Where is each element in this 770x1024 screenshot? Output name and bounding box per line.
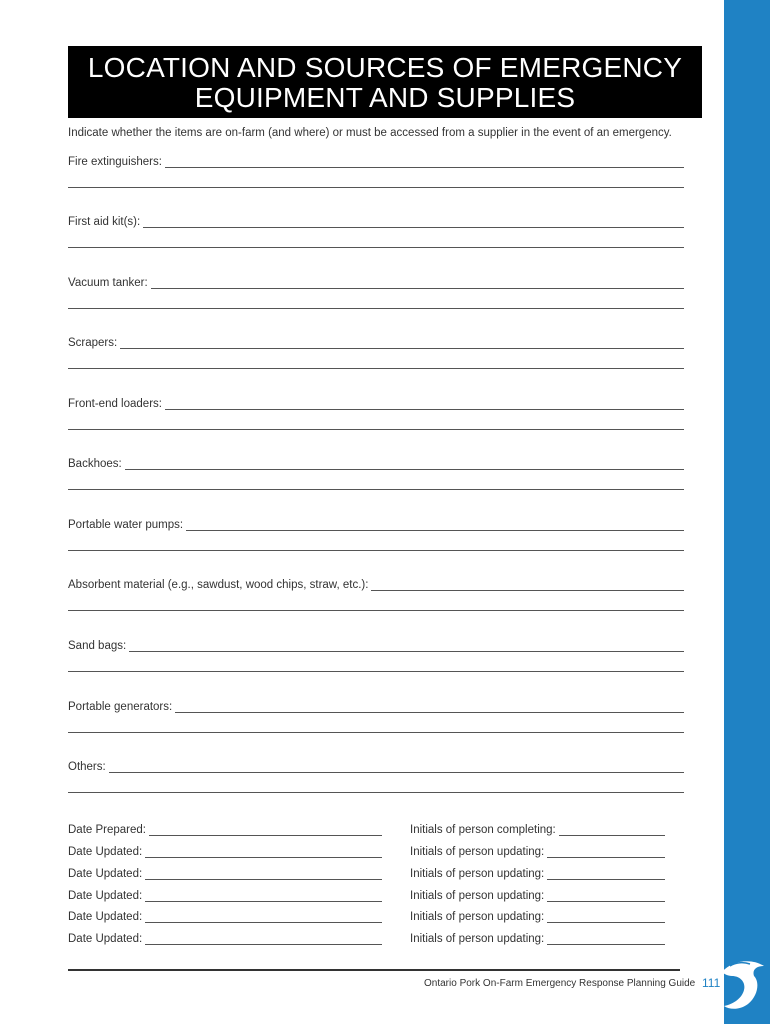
field-continuation-line[interactable] [68, 550, 684, 551]
field-label: Backhoes: [68, 458, 122, 470]
field-input-line[interactable] [129, 639, 684, 652]
date-input-line[interactable] [145, 889, 382, 902]
field-input-line[interactable] [143, 215, 684, 228]
field-continuation-line[interactable] [68, 429, 684, 430]
field-continuation-line[interactable] [68, 308, 684, 309]
field-sand-bags[interactable] [68, 636, 684, 652]
date-label: Date Updated: [68, 846, 143, 858]
footer-divider [68, 969, 680, 971]
initials-label: Initials of person completing: [410, 824, 556, 836]
field-front-end-loaders[interactable] [68, 394, 684, 410]
date-input-line[interactable] [145, 910, 382, 923]
date-label: Date Updated: [68, 890, 143, 902]
field-continuation-line[interactable] [68, 792, 684, 793]
initials-input-line[interactable] [547, 910, 665, 923]
field-input-line[interactable] [165, 397, 684, 410]
initials-updating-field[interactable] [410, 886, 665, 902]
field-others[interactable] [68, 757, 684, 773]
field-label: Portable generators: [68, 701, 173, 713]
initials-input-line[interactable] [547, 889, 665, 902]
field-continuation-line[interactable] [68, 610, 684, 611]
initials-completing-field[interactable] [410, 820, 665, 836]
field-input-line[interactable] [109, 760, 684, 773]
field-continuation-line[interactable] [68, 489, 684, 490]
field-input-line[interactable] [165, 155, 684, 168]
field-label: Vacuum tanker: [68, 277, 148, 289]
field-input-line[interactable] [175, 700, 684, 713]
initials-updating-field[interactable] [410, 929, 665, 945]
field-label: Sand bags: [68, 640, 127, 652]
date-input-line[interactable] [145, 932, 382, 945]
field-portable-water-pumps[interactable] [68, 515, 684, 531]
intro-instructions: Indicate whether the items are on-farm (and where) or must be accessed from a supplier in the event of an emergency. [68, 127, 672, 139]
field-input-line[interactable] [151, 276, 684, 289]
date-label: Date Updated: [68, 911, 143, 923]
date-updated-field[interactable] [68, 886, 382, 902]
page-title [68, 46, 702, 118]
field-backhoes[interactable] [68, 454, 684, 470]
date-label: Date Updated: [68, 933, 143, 945]
date-input-line[interactable] [145, 845, 382, 858]
initials-label: Initials of person updating: [410, 846, 545, 858]
field-label: Front-end loaders: [68, 398, 162, 410]
side-color-band [724, 0, 770, 1024]
field-input-line[interactable] [120, 336, 684, 349]
date-label: Date Prepared: [68, 824, 146, 836]
field-label: Scrapers: [68, 337, 118, 349]
field-input-line[interactable] [186, 518, 684, 531]
date-updated-field[interactable] [68, 907, 382, 923]
field-label: Absorbent material (e.g., sawdust, wood chips, straw, etc.): [68, 579, 369, 591]
initials-label: Initials of person updating: [410, 933, 545, 945]
initials-label: Initials of person updating: [410, 890, 545, 902]
field-scrapers[interactable] [68, 333, 684, 349]
field-label: First aid kit(s): [68, 216, 141, 228]
date-prepared-field[interactable] [68, 820, 382, 836]
initials-input-line[interactable] [547, 845, 665, 858]
field-first-aid-kits[interactable] [68, 212, 684, 228]
field-label: Fire extinguishers: [68, 156, 162, 168]
footer-guide-title: Ontario Pork On-Farm Emergency Response Planning Guide [424, 978, 696, 989]
field-continuation-line[interactable] [68, 671, 684, 672]
date-input-line[interactable] [149, 823, 382, 836]
field-continuation-line[interactable] [68, 732, 684, 733]
field-portable-generators[interactable] [68, 697, 684, 713]
date-updated-field[interactable] [68, 842, 382, 858]
field-fire-extinguishers[interactable] [68, 152, 684, 168]
date-updated-field[interactable] [68, 864, 382, 880]
field-input-line[interactable] [125, 457, 684, 470]
field-continuation-line[interactable] [68, 187, 684, 188]
field-absorbent-material[interactable] [68, 575, 684, 591]
initials-updating-field[interactable] [410, 864, 665, 880]
initials-label: Initials of person updating: [410, 911, 545, 923]
page-number: 111 [702, 976, 721, 990]
initials-input-line[interactable] [547, 867, 665, 880]
field-continuation-line[interactable] [68, 247, 684, 248]
initials-label: Initials of person updating: [410, 868, 545, 880]
initials-updating-field[interactable] [410, 907, 665, 923]
page-title-line-1: LOCATION AND SOURCES OF EMERGENCY [87, 52, 683, 83]
initials-input-line[interactable] [559, 823, 665, 836]
date-input-line[interactable] [145, 867, 382, 880]
date-updated-field[interactable] [68, 929, 382, 945]
field-label: Others: [68, 761, 106, 773]
field-continuation-line[interactable] [68, 368, 684, 369]
date-label: Date Updated: [68, 868, 143, 880]
initials-updating-field[interactable] [410, 842, 665, 858]
field-vacuum-tanker[interactable] [68, 273, 684, 289]
field-input-line[interactable] [371, 578, 684, 591]
page-title-line-2: EQUIPMENT AND SUPPLIES [194, 82, 576, 113]
field-label: Portable water pumps: [68, 519, 184, 531]
initials-input-line[interactable] [547, 932, 665, 945]
ontario-pork-logo-icon [718, 952, 770, 1014]
